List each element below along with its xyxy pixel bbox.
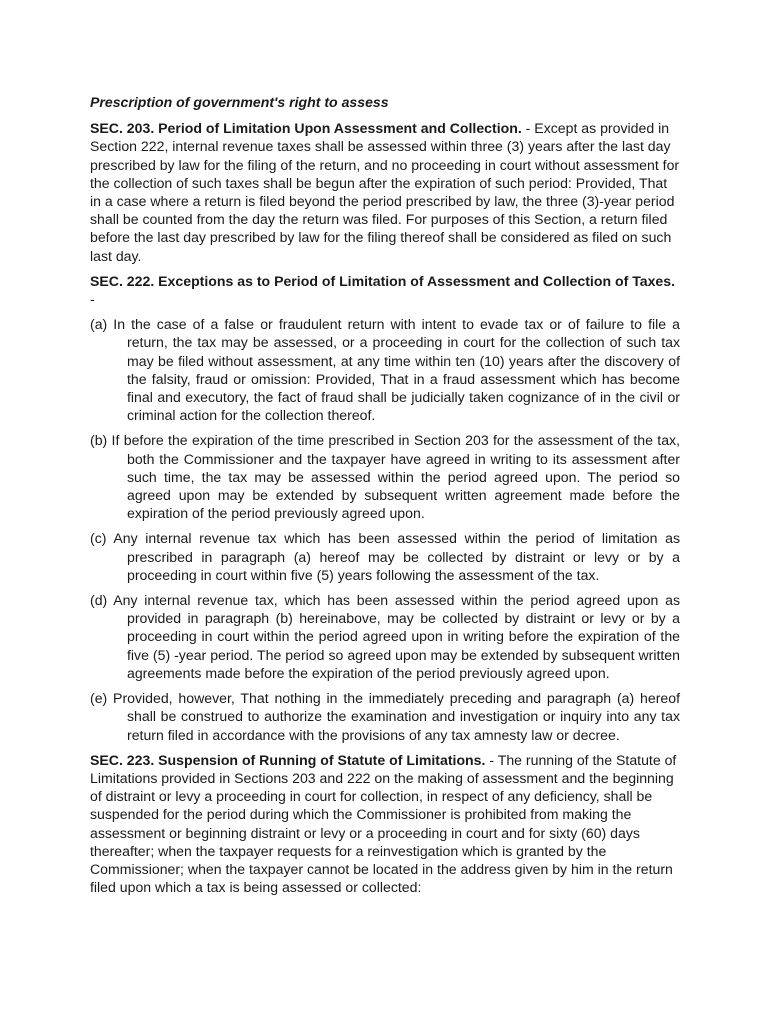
sec-203-paragraph bbox=[90, 119, 680, 265]
sec-203-body: - Except as provided in Section 222, internal revenue taxes shall be assessed within three (3) years after the last day prescribed by law for the filing of the return, and no proceeding in court without assessment for the collection of such taxes shall be begun after the expiration of such period: Provided, That in a case where a return is filed beyond the period prescribed by law, the three (3)-year period shall be counted from the day the return was filed. For purposes of this Section, a return filed before the last day prescribed by law for the filing thereof shall be considered as filed on such last day. bbox=[90, 120, 680, 264]
sec-222-title: SEC. 222. Exceptions as to Period of Limitation of Assessment and Collection of Taxes. bbox=[90, 272, 676, 289]
sec-222-heading bbox=[90, 272, 680, 308]
sec-222-item-a: (a) In the case of a false or fraudulent return with intent to evade tax or of failure to file a return, the tax may be assessed, or a proceeding in court for the collection of such tax may be filed without assessment, at any time within ten (10) years after the discovery of the falsity, fraud or omission: Provided, That in a fraud assessment which has become final and executory, the fact of fraud shall be judicially taken cognizance of in the civil or criminal action for the collection thereof. bbox=[90, 316, 680, 424]
sec-222-item-e: (e) Provided, however, That nothing in the immediately preceding and paragraph (a) hereof shall be construed to authorize the examination and investigation or inquiry into any tax return filed in accordance with the provisions of any tax amnesty law or decree. bbox=[90, 690, 680, 743]
sec-222-item-b: (b) If before the expiration of the time prescribed in Section 203 for the assessment of the tax, both the Commissioner and the taxpayer have agreed in writing to its assessment after such time, the tax may be assessed within the period agreed upon. The period so agreed upon may be extended by subsequent written agreement made before the expiration of the period previously agreed upon. bbox=[90, 432, 680, 522]
sec-223-title: SEC. 223. Suspension of Running of Statute of Limitations. bbox=[90, 751, 486, 768]
document-page bbox=[90, 93, 680, 903]
sec-223-paragraph bbox=[90, 751, 680, 897]
sec-222-suffix: - bbox=[90, 291, 95, 308]
sec-203-title: SEC. 203. Period of Limitation Upon Assessment and Collection. bbox=[90, 120, 522, 137]
sec-222-item-d: (d) Any internal revenue tax, which has been assessed within the period agreed upon as provided in paragraph (b) hereinabove, may be collected by distraint or levy or by a proceeding in court within the period agreed upon in writing before the expiration of the five (5) -year period. The period so agreed upon may be extended by subsequent written agreements made before the expiration of the period previously agreed upon. bbox=[90, 592, 680, 681]
section-heading: Prescription of government's right to assess bbox=[90, 94, 389, 110]
sec-222-item-c: (c) Any internal revenue tax which has been assessed within the period of limitation as prescribed in paragraph (a) hereof may be collected by distraint or levy or by a proceeding in court within five (5) years following the assessment of the tax. bbox=[90, 530, 680, 583]
sec-223-body: - The running of the Statute of Limitations provided in Sections 203 and 222 on the making of assessment and the beginning of distraint or levy a proceeding in court for collection, in respect of any deficiency, shall be suspended for the period during which the Commissioner is prohibited from making the assessment or beginning distraint or levy or a proceeding in court and for sixty (60) days thereafter; when the taxpayer requests for a reinvestigation which is granted by the Commissioner; when the taxpayer cannot be located in the address given by him in the return filed upon which a tax is being assessed or collected: bbox=[90, 751, 677, 896]
